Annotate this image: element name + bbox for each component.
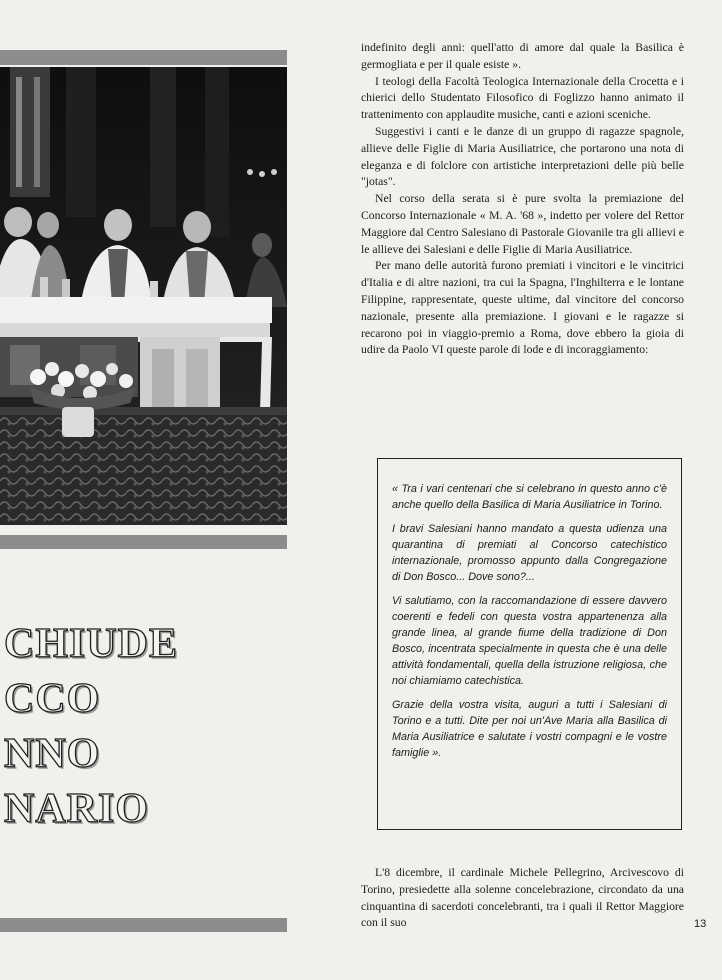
mass-celebration-photo <box>0 67 287 525</box>
photo-illustration <box>0 67 287 525</box>
headline-line-1: CHIUDE <box>4 621 179 667</box>
top-rule-bar <box>0 50 287 65</box>
headline-line-3: NNO <box>4 731 101 777</box>
quote-paragraph: Vi salutiamo, con la raccomandazione di essere davvero coerenti e fedeli con questa vostra appartenenza alla grande linea, al grande fiume della tradizione di Don Bosco, incentrata specialmente in questa che è una delle attività fondamentali, quella della istruzione religiosa, che noi chiamiamo catechistica. <box>392 595 667 687</box>
headline-line-2: CCO <box>4 676 101 722</box>
headline-line-4: NARIO <box>4 786 150 832</box>
page-number: 13 <box>694 918 707 930</box>
quote-paragraph: « Tra i vari centenari che si celebrano in questo anno c'è anche quello della Basilica di Maria Ausiliatrice in Torino. <box>392 483 667 511</box>
article-text-column <box>361 40 684 359</box>
article-paragraph: Nel corso della serata si è pure svolta la premiazione del Concorso Internazionale « M. A. '68 », indetto per volere del Rettor Maggiore dal Centro Salesiano di Pastorale Giovanile tra gli allievi e le allieve dei Salesiani e delle Figlie di Maria Ausiliatrice. <box>361 192 684 256</box>
article-paragraph: indefinito degli anni: quell'atto di amore dal quale la Basilica è germogliata e per il quale esiste ». <box>361 41 684 71</box>
article-paragraph: I teologi della Facoltà Teologica Internazionale della Crocetta e i chierici dello Studentato Filosofico di Foglizzo hanno animato il trattenimento con applaudite musiche, canti e azioni sceniche. <box>361 74 684 122</box>
bottom-rule-bar <box>0 918 287 932</box>
article-paragraph: Per mano delle autorità furono premiati i vincitori e le vincitrici d'Italia e di altre nazioni, tra cui la Spagna, l'Inghilterra e le lontane Filippine, rappresentate, queste ultime, dal vincitore del concorso nazionale, presente alla premiazione. I giovani e le ragazze si recarono poi in viaggio-premio a Roma, dove ebbero la gioia di udire da Paolo VI queste parole di lode e di incoraggiamento: <box>361 259 684 357</box>
article-continuation-column <box>361 865 684 932</box>
article-paragraph: Suggestivi i canti e le danze di un gruppo di ragazze spagnole, allieve delle Figlie di Maria Ausiliatrice, che portarono una nota di eleganza e di folclore con artistiche interpretazioni delle più belle "jotas". <box>361 124 684 189</box>
middle-rule-bar <box>0 535 287 549</box>
quote-paragraph: Grazie della vostra visita, auguri a tutti i Salesiani di Torino e a tutti. Dite per noi un'Ave Maria alla Basilica di Maria Ausiliatrice e salutate i vostri compagni e le vostre famiglie ». <box>392 699 667 759</box>
article-paragraph: L'8 dicembre, il cardinale Michele Pellegrino, Arcivescovo di Torino, presiedette alla solenne concelebrazione, circondato da una cinquantina di sacerdoti concelebranti, tra i quali il Rettor Maggiore con il suo <box>361 866 684 930</box>
papal-quote-box <box>377 458 682 830</box>
quote-paragraph: I bravi Salesiani hanno mandato a questa udienza una quarantina di premiati al Concorso catechistico internazionale, promosso appunto dalla Congregazione di Don Bosco... Dove sono?... <box>392 523 667 583</box>
